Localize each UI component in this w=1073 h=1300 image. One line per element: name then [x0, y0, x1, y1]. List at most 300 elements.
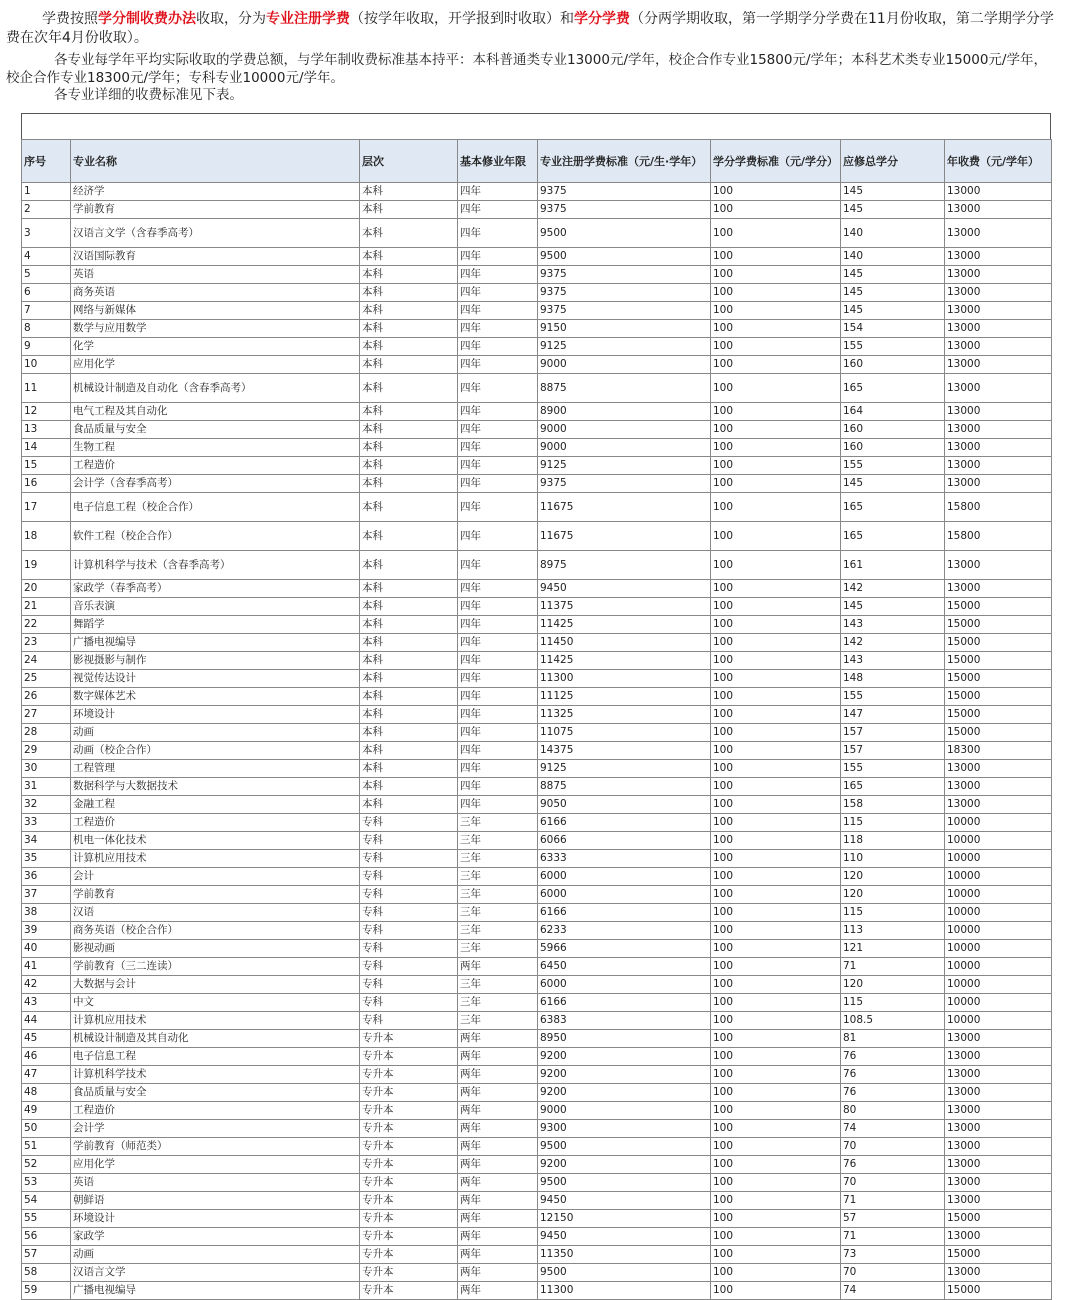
cell-credit-fee: 100	[711, 814, 841, 832]
cell-registration-fee: 9450	[538, 580, 711, 598]
cell-index: 32	[22, 796, 71, 814]
cell-index: 59	[22, 1282, 71, 1300]
cell-registration-fee: 8975	[538, 551, 711, 580]
cell-annual-fee: 13000	[945, 1066, 1052, 1084]
cell-level: 专科	[360, 1012, 458, 1030]
cell-duration: 四年	[458, 760, 538, 778]
cell-credit-fee: 100	[711, 706, 841, 724]
cell-major-name: 英语	[71, 1174, 360, 1192]
cell-index: 44	[22, 1012, 71, 1030]
cell-total-credits: 142	[841, 580, 945, 598]
cell-credit-fee: 100	[711, 421, 841, 439]
cell-index: 14	[22, 439, 71, 457]
table-row	[22, 266, 1052, 284]
cell-duration: 四年	[458, 266, 538, 284]
cell-major-name: 计算机应用技术	[71, 1012, 360, 1030]
cell-duration: 三年	[458, 922, 538, 940]
cell-annual-fee: 13000	[945, 284, 1052, 302]
cell-annual-fee: 13000	[945, 439, 1052, 457]
cell-registration-fee: 9375	[538, 183, 711, 201]
cell-index: 15	[22, 457, 71, 475]
cell-major-name: 机械设计制造及其自动化	[71, 1030, 360, 1048]
cell-index: 41	[22, 958, 71, 976]
cell-annual-fee: 13000	[945, 551, 1052, 580]
table-row	[22, 742, 1052, 760]
cell-credit-fee: 100	[711, 1030, 841, 1048]
cell-major-name: 应用化学	[71, 356, 360, 374]
cell-annual-fee: 13000	[945, 248, 1052, 266]
cell-index: 54	[22, 1192, 71, 1210]
cell-total-credits: 76	[841, 1066, 945, 1084]
cell-index: 12	[22, 403, 71, 421]
cell-major-name: 英语	[71, 266, 360, 284]
cell-total-credits: 76	[841, 1084, 945, 1102]
table-row	[22, 1066, 1052, 1084]
cell-registration-fee: 9000	[538, 356, 711, 374]
cell-credit-fee: 100	[711, 1174, 841, 1192]
cell-index: 55	[22, 1210, 71, 1228]
cell-annual-fee: 15800	[945, 493, 1052, 522]
cell-duration: 四年	[458, 778, 538, 796]
cell-credit-fee: 100	[711, 1102, 841, 1120]
cell-level: 专升本	[360, 1120, 458, 1138]
cell-registration-fee: 9200	[538, 1084, 711, 1102]
cell-annual-fee: 15000	[945, 1246, 1052, 1264]
cell-duration: 四年	[458, 634, 538, 652]
cell-major-name: 汉语	[71, 904, 360, 922]
cell-major-name: 家政学（春季高考）	[71, 580, 360, 598]
cell-level: 专升本	[360, 1282, 458, 1300]
cell-major-name: 生物工程	[71, 439, 360, 457]
cell-credit-fee: 100	[711, 598, 841, 616]
cell-level: 本科	[360, 248, 458, 266]
cell-major-name: 工程造价	[71, 457, 360, 475]
cell-index: 8	[22, 320, 71, 338]
cell-registration-fee: 8900	[538, 403, 711, 421]
cell-credit-fee: 100	[711, 778, 841, 796]
intro-paragraph-3: 各专业详细的收费标准见下表。	[54, 87, 243, 103]
cell-credit-fee: 100	[711, 904, 841, 922]
cell-annual-fee: 13000	[945, 183, 1052, 201]
cell-level: 本科	[360, 742, 458, 760]
cell-major-name: 数学与应用数学	[71, 320, 360, 338]
cell-annual-fee: 13000	[945, 1120, 1052, 1138]
cell-registration-fee: 9450	[538, 1192, 711, 1210]
cell-index: 36	[22, 868, 71, 886]
table-row	[22, 475, 1052, 493]
intro-text-segment: 收取，分为	[196, 11, 266, 27]
cell-total-credits: 142	[841, 634, 945, 652]
table-row	[22, 868, 1052, 886]
cell-major-name: 会计学（含春季高考）	[71, 475, 360, 493]
cell-total-credits: 74	[841, 1120, 945, 1138]
table-row	[22, 1156, 1052, 1174]
cell-registration-fee: 9000	[538, 439, 711, 457]
cell-major-name: 化学	[71, 338, 360, 356]
cell-major-name: 计算机科学技术	[71, 1066, 360, 1084]
cell-major-name: 学前教育（三二连读）	[71, 958, 360, 976]
cell-total-credits: 120	[841, 886, 945, 904]
cell-registration-fee: 9150	[538, 320, 711, 338]
cell-credit-fee: 100	[711, 742, 841, 760]
cell-major-name: 舞蹈学	[71, 616, 360, 634]
table-row	[22, 1246, 1052, 1264]
cell-total-credits: 155	[841, 688, 945, 706]
cell-credit-fee: 100	[711, 850, 841, 868]
table-row	[22, 1192, 1052, 1210]
cell-major-name: 会计	[71, 868, 360, 886]
cell-major-name: 动画（校企合作）	[71, 742, 360, 760]
table-row	[22, 634, 1052, 652]
table-header-row	[22, 140, 1052, 183]
cell-credit-fee: 100	[711, 1048, 841, 1066]
cell-total-credits: 140	[841, 248, 945, 266]
cell-credit-fee: 100	[711, 374, 841, 403]
cell-level: 本科	[360, 201, 458, 219]
cell-major-name: 中文	[71, 994, 360, 1012]
cell-index: 1	[22, 183, 71, 201]
cell-major-name: 动画	[71, 1246, 360, 1264]
cell-total-credits: 115	[841, 904, 945, 922]
cell-total-credits: 121	[841, 940, 945, 958]
cell-total-credits: 154	[841, 320, 945, 338]
cell-annual-fee: 13000	[945, 1264, 1052, 1282]
cell-credit-fee: 100	[711, 1066, 841, 1084]
cell-duration: 两年	[458, 1084, 538, 1102]
cell-level: 本科	[360, 522, 458, 551]
cell-duration: 四年	[458, 374, 538, 403]
header-total-credits: 应修总学分	[841, 140, 945, 183]
cell-duration: 三年	[458, 1012, 538, 1030]
cell-total-credits: 145	[841, 475, 945, 493]
cell-level: 本科	[360, 475, 458, 493]
cell-duration: 四年	[458, 302, 538, 320]
cell-major-name: 电子信息工程（校企合作）	[71, 493, 360, 522]
cell-annual-fee: 15000	[945, 1210, 1052, 1228]
cell-level: 本科	[360, 652, 458, 670]
cell-index: 19	[22, 551, 71, 580]
cell-index: 37	[22, 886, 71, 904]
cell-major-name: 环境设计	[71, 706, 360, 724]
cell-major-name: 软件工程（校企合作）	[71, 522, 360, 551]
table-row	[22, 958, 1052, 976]
cell-registration-fee: 11350	[538, 1246, 711, 1264]
cell-major-name: 广播电视编导	[71, 1282, 360, 1300]
cell-level: 专升本	[360, 1102, 458, 1120]
table-row	[22, 1102, 1052, 1120]
cell-major-name: 数据科学与大数据技术	[71, 778, 360, 796]
cell-index: 25	[22, 670, 71, 688]
cell-index: 40	[22, 940, 71, 958]
cell-major-name: 影视动画	[71, 940, 360, 958]
cell-level: 专升本	[360, 1084, 458, 1102]
table-row	[22, 1210, 1052, 1228]
cell-level: 专科	[360, 994, 458, 1012]
cell-duration: 两年	[458, 1048, 538, 1066]
table-row	[22, 814, 1052, 832]
cell-duration: 两年	[458, 1102, 538, 1120]
header-duration: 基本修业年限	[458, 140, 538, 183]
cell-level: 专科	[360, 958, 458, 976]
cell-total-credits: 160	[841, 439, 945, 457]
cell-duration: 四年	[458, 457, 538, 475]
cell-total-credits: 118	[841, 832, 945, 850]
cell-credit-fee: 100	[711, 796, 841, 814]
cell-major-name: 电气工程及其自动化	[71, 403, 360, 421]
cell-duration: 四年	[458, 616, 538, 634]
cell-credit-fee: 100	[711, 1084, 841, 1102]
header-credit-fee: 学分学费标准（元/学分）	[711, 140, 841, 183]
intro-text-segment: （分两学期收取，第一学期学分学费在11月份收取，第二学期学分学费在次年4月份收取）。	[6, 11, 1054, 46]
table-row	[22, 976, 1052, 994]
cell-credit-fee: 100	[711, 652, 841, 670]
cell-duration: 四年	[458, 338, 538, 356]
cell-registration-fee: 9450	[538, 1228, 711, 1246]
cell-annual-fee: 15000	[945, 598, 1052, 616]
cell-level: 专升本	[360, 1210, 458, 1228]
cell-total-credits: 161	[841, 551, 945, 580]
cell-level: 本科	[360, 688, 458, 706]
cell-duration: 四年	[458, 356, 538, 374]
cell-total-credits: 165	[841, 778, 945, 796]
cell-duration: 两年	[458, 1282, 538, 1300]
cell-level: 专科	[360, 868, 458, 886]
cell-registration-fee: 6000	[538, 886, 711, 904]
cell-credit-fee: 100	[711, 1012, 841, 1030]
cell-credit-fee: 100	[711, 832, 841, 850]
cell-credit-fee: 100	[711, 940, 841, 958]
cell-level: 专升本	[360, 1048, 458, 1066]
table-row	[22, 551, 1052, 580]
cell-level: 专升本	[360, 1066, 458, 1084]
cell-registration-fee: 6233	[538, 922, 711, 940]
cell-total-credits: 165	[841, 522, 945, 551]
cell-credit-fee: 100	[711, 493, 841, 522]
cell-annual-fee: 13000	[945, 1048, 1052, 1066]
cell-annual-fee: 15800	[945, 522, 1052, 551]
cell-duration: 四年	[458, 706, 538, 724]
cell-registration-fee: 9500	[538, 1174, 711, 1192]
cell-duration: 四年	[458, 248, 538, 266]
table-row	[22, 688, 1052, 706]
cell-total-credits: 71	[841, 1228, 945, 1246]
cell-duration: 四年	[458, 201, 538, 219]
cell-index: 50	[22, 1120, 71, 1138]
intro-paragraph-1	[6, 10, 1056, 48]
cell-level: 专科	[360, 886, 458, 904]
table-row	[22, 724, 1052, 742]
cell-total-credits: 158	[841, 796, 945, 814]
cell-total-credits: 81	[841, 1030, 945, 1048]
cell-registration-fee: 8875	[538, 778, 711, 796]
cell-registration-fee: 6166	[538, 814, 711, 832]
table-row	[22, 1048, 1052, 1066]
cell-registration-fee: 11300	[538, 670, 711, 688]
cell-major-name: 音乐表演	[71, 598, 360, 616]
cell-registration-fee: 11675	[538, 493, 711, 522]
cell-duration: 四年	[458, 421, 538, 439]
cell-index: 16	[22, 475, 71, 493]
cell-index: 11	[22, 374, 71, 403]
cell-index: 51	[22, 1138, 71, 1156]
cell-total-credits: 148	[841, 670, 945, 688]
cell-duration: 三年	[458, 994, 538, 1012]
cell-major-name: 朝鲜语	[71, 1192, 360, 1210]
cell-registration-fee: 9200	[538, 1066, 711, 1084]
table-row	[22, 284, 1052, 302]
cell-duration: 三年	[458, 940, 538, 958]
cell-registration-fee: 6166	[538, 904, 711, 922]
cell-annual-fee: 15000	[945, 688, 1052, 706]
table-row	[22, 832, 1052, 850]
cell-registration-fee: 9050	[538, 796, 711, 814]
cell-level: 专科	[360, 832, 458, 850]
cell-annual-fee: 13000	[945, 1192, 1052, 1210]
cell-registration-fee: 9200	[538, 1156, 711, 1174]
cell-total-credits: 147	[841, 706, 945, 724]
cell-level: 本科	[360, 634, 458, 652]
table-row	[22, 706, 1052, 724]
table-row	[22, 796, 1052, 814]
cell-annual-fee: 10000	[945, 976, 1052, 994]
cell-total-credits: 157	[841, 724, 945, 742]
cell-registration-fee: 6000	[538, 976, 711, 994]
cell-annual-fee: 13000	[945, 201, 1052, 219]
cell-annual-fee: 15000	[945, 652, 1052, 670]
cell-annual-fee: 13000	[945, 403, 1052, 421]
cell-total-credits: 113	[841, 922, 945, 940]
cell-duration: 四年	[458, 580, 538, 598]
table-row	[22, 457, 1052, 475]
cell-credit-fee: 100	[711, 403, 841, 421]
cell-duration: 四年	[458, 652, 538, 670]
table-row	[22, 904, 1052, 922]
cell-level: 本科	[360, 266, 458, 284]
table-row	[22, 219, 1052, 248]
cell-annual-fee: 13000	[945, 374, 1052, 403]
intro-text	[6, 10, 1056, 104]
cell-registration-fee: 11125	[538, 688, 711, 706]
cell-annual-fee: 10000	[945, 814, 1052, 832]
cell-total-credits: 140	[841, 219, 945, 248]
table-row	[22, 1264, 1052, 1282]
cell-index: 53	[22, 1174, 71, 1192]
cell-index: 30	[22, 760, 71, 778]
table-row	[22, 183, 1052, 201]
cell-total-credits: 165	[841, 374, 945, 403]
table-row	[22, 616, 1052, 634]
cell-duration: 两年	[458, 1120, 538, 1138]
cell-total-credits: 145	[841, 598, 945, 616]
cell-index: 4	[22, 248, 71, 266]
intro-paragraph-2: 各专业每学年平均实际收取的学费总额，与学年制收费标准基本持平：本科普通类专业13000元/学年，校企合作专业15800元/学年；本科艺术类专业15000元/学年，校企合作专业18300元/学年；专科专业10000元/学年。	[6, 52, 1047, 86]
cell-total-credits: 145	[841, 183, 945, 201]
table-row	[22, 522, 1052, 551]
cell-index: 10	[22, 356, 71, 374]
cell-registration-fee: 14375	[538, 742, 711, 760]
cell-duration: 两年	[458, 1174, 538, 1192]
header-level: 层次	[360, 140, 458, 183]
cell-total-credits: 73	[841, 1246, 945, 1264]
cell-index: 39	[22, 922, 71, 940]
cell-credit-fee: 100	[711, 356, 841, 374]
cell-registration-fee: 11075	[538, 724, 711, 742]
cell-annual-fee: 13000	[945, 580, 1052, 598]
header-index: 序号	[22, 140, 71, 183]
cell-credit-fee: 100	[711, 522, 841, 551]
cell-major-name: 商务英语	[71, 284, 360, 302]
cell-major-name: 工程造价	[71, 1102, 360, 1120]
cell-total-credits: 71	[841, 1192, 945, 1210]
cell-annual-fee: 15000	[945, 634, 1052, 652]
cell-index: 9	[22, 338, 71, 356]
cell-total-credits: 145	[841, 302, 945, 320]
cell-duration: 三年	[458, 886, 538, 904]
table-row	[22, 760, 1052, 778]
cell-annual-fee: 15000	[945, 1282, 1052, 1300]
fee-table-container	[21, 113, 1051, 1300]
cell-total-credits: 155	[841, 760, 945, 778]
cell-index: 33	[22, 814, 71, 832]
cell-credit-fee: 100	[711, 994, 841, 1012]
cell-credit-fee: 100	[711, 760, 841, 778]
cell-annual-fee: 10000	[945, 886, 1052, 904]
header-major-name: 专业名称	[71, 140, 360, 183]
cell-major-name: 应用化学	[71, 1156, 360, 1174]
cell-credit-fee: 100	[711, 634, 841, 652]
cell-level: 本科	[360, 302, 458, 320]
table-row	[22, 994, 1052, 1012]
cell-annual-fee: 10000	[945, 1012, 1052, 1030]
cell-registration-fee: 6066	[538, 832, 711, 850]
table-row	[22, 580, 1052, 598]
table-row	[22, 356, 1052, 374]
cell-credit-fee: 100	[711, 976, 841, 994]
cell-registration-fee: 8950	[538, 1030, 711, 1048]
cell-major-name: 大数据与会计	[71, 976, 360, 994]
cell-duration: 四年	[458, 475, 538, 493]
cell-registration-fee: 6000	[538, 868, 711, 886]
cell-level: 本科	[360, 616, 458, 634]
cell-total-credits: 71	[841, 958, 945, 976]
cell-total-credits: 145	[841, 266, 945, 284]
cell-credit-fee: 100	[711, 868, 841, 886]
cell-major-name: 广播电视编导	[71, 634, 360, 652]
table-row	[22, 1282, 1052, 1300]
cell-duration: 四年	[458, 551, 538, 580]
cell-major-name: 食品质量与安全	[71, 421, 360, 439]
cell-index: 52	[22, 1156, 71, 1174]
cell-total-credits: 70	[841, 1264, 945, 1282]
table-row	[22, 940, 1052, 958]
cell-registration-fee: 9300	[538, 1120, 711, 1138]
cell-credit-fee: 100	[711, 1282, 841, 1300]
cell-annual-fee: 13000	[945, 1030, 1052, 1048]
cell-index: 23	[22, 634, 71, 652]
cell-index: 13	[22, 421, 71, 439]
cell-annual-fee: 13000	[945, 266, 1052, 284]
cell-level: 专科	[360, 850, 458, 868]
highlight-registration-fee: 专业注册学费	[266, 11, 350, 27]
cell-annual-fee: 15000	[945, 616, 1052, 634]
cell-index: 3	[22, 219, 71, 248]
cell-registration-fee: 9125	[538, 760, 711, 778]
cell-total-credits: 115	[841, 994, 945, 1012]
cell-annual-fee: 15000	[945, 724, 1052, 742]
cell-total-credits: 155	[841, 338, 945, 356]
cell-level: 本科	[360, 493, 458, 522]
cell-level: 专升本	[360, 1264, 458, 1282]
